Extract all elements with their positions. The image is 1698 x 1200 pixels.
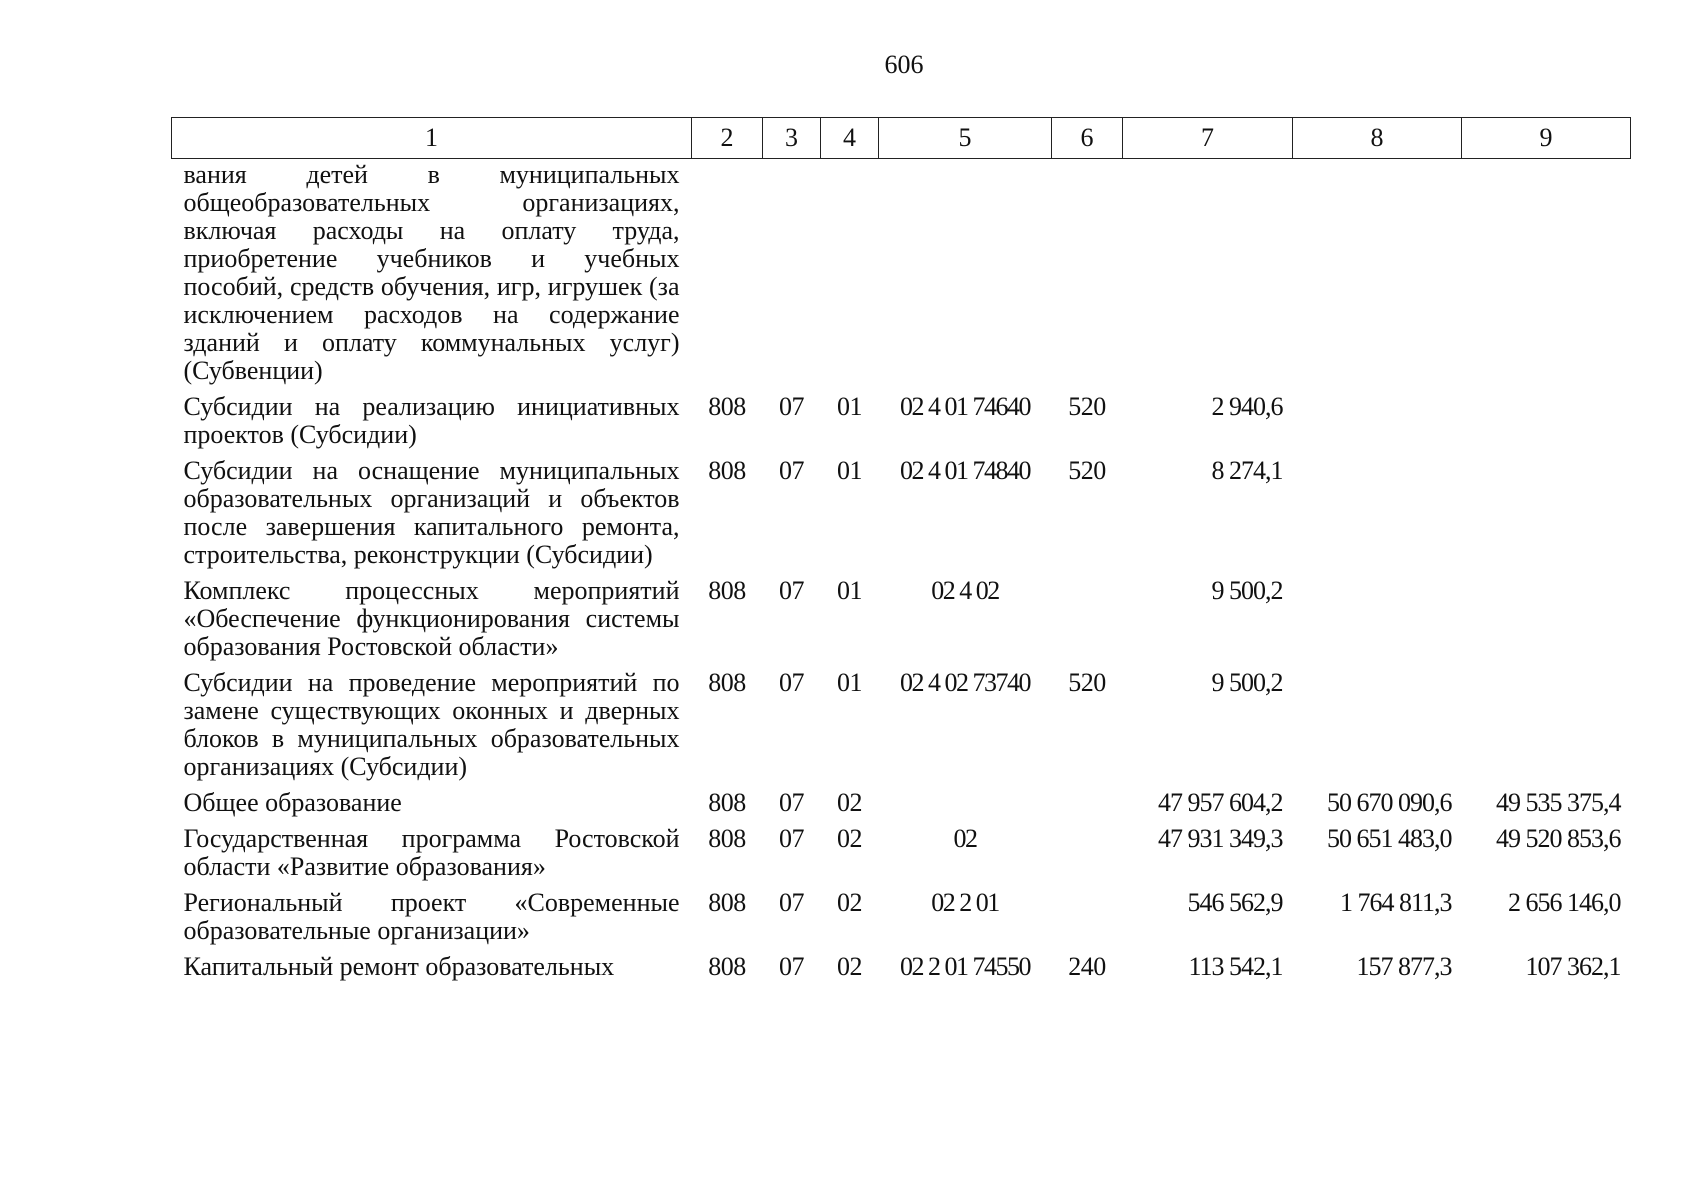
row-ministry-code: 808 (708, 788, 746, 817)
row-amount-year1: 8 274,1 (1211, 456, 1283, 485)
row-subsection-code: 01 (837, 576, 862, 605)
row-target-article: 02 4 01 74640 (900, 392, 1030, 421)
row-subsection-code: 01 (837, 668, 862, 697)
row-subsection-code: 02 (837, 888, 862, 917)
row-amount-year2 (1293, 569, 1462, 661)
row-name: Субсидии на реализацию инициативных проектов (Субсидии) (183, 392, 680, 449)
row-amount-year1: 9 500,2 (1211, 668, 1283, 697)
column-header-2: 2 (692, 118, 763, 159)
row-expense-type (1052, 159, 1123, 386)
row-amount-year2 (1293, 159, 1462, 386)
table-row (172, 159, 1631, 386)
row-amount-year3: 49 535 375,4 (1496, 788, 1621, 817)
table-header (172, 118, 1631, 159)
row-amount-year3 (1462, 159, 1631, 386)
row-amount-year1: 47 931 349,3 (1158, 824, 1283, 853)
row-ministry-code: 808 (708, 392, 746, 421)
row-target-article: 02 (953, 824, 977, 853)
row-expense-type (1052, 817, 1123, 881)
row-subsection-code: 02 (837, 824, 862, 853)
row-amount-year3: 107 362,1 (1525, 952, 1621, 981)
column-header-1: 1 (172, 118, 692, 159)
row-amount-year1: 113 542,1 (1188, 952, 1283, 981)
row-target-article: 02 4 02 73740 (900, 668, 1030, 697)
row-amount-year3: 49 520 853,6 (1496, 824, 1621, 853)
row-amount-year1 (1123, 159, 1293, 386)
row-expense-type: 520 (1068, 392, 1106, 421)
row-subsection-code (821, 159, 879, 386)
row-section-code (763, 159, 821, 386)
row-name: Субсидии на проведение мероприятий по замене существующих оконных и дверных блоков в муниципальных образовательных организациях (Субсидии) (183, 668, 680, 781)
row-subsection-code: 02 (837, 788, 862, 817)
row-amount-year1: 47 957 604,2 (1158, 788, 1283, 817)
column-header-7: 7 (1123, 118, 1293, 159)
page-number: 606 (884, 50, 924, 79)
row-expense-type (1052, 781, 1123, 817)
row-ministry-code: 808 (708, 824, 746, 853)
row-expense-type (1052, 569, 1123, 661)
table-row (172, 661, 1631, 781)
row-ministry-code (692, 159, 763, 386)
header-row (172, 118, 1631, 159)
row-amount-year2 (1293, 661, 1462, 781)
row-amount-year2: 50 670 090,6 (1327, 788, 1452, 817)
row-section-code: 07 (779, 952, 804, 981)
row-amount-year3 (1462, 449, 1631, 569)
row-section-code: 07 (779, 788, 804, 817)
table-row (172, 881, 1631, 945)
row-target-article: 02 4 02 (931, 576, 999, 605)
row-amount-year2 (1293, 385, 1462, 449)
row-ministry-code: 808 (708, 576, 746, 605)
row-target-article: 02 2 01 74550 (900, 952, 1030, 981)
row-amount-year1: 546 562,9 (1187, 888, 1283, 917)
table-row (172, 569, 1631, 661)
row-amount-year2: 157 877,3 (1356, 952, 1452, 981)
row-name: Государственная программа Ростовской области «Развитие образования» (183, 824, 680, 881)
row-target-article (879, 159, 1052, 386)
column-header-9: 9 (1462, 118, 1631, 159)
row-amount-year1: 2 940,6 (1211, 392, 1283, 421)
row-name: Комплекс процессных мероприятий «Обеспечение функционирования системы образования Ростовской области» (183, 576, 680, 661)
row-subsection-code: 01 (837, 392, 862, 421)
column-header-3: 3 (763, 118, 821, 159)
row-ministry-code: 808 (708, 668, 746, 697)
row-section-code: 07 (779, 576, 804, 605)
row-name: вания детей в муниципальных общеобразовательных организациях, включая расходы на оплату труда, приобретение учебников и учебных пособий, средств обучения, игр, игрушек (за исключением расходов на содержание зданий и оплату коммунальных услуг) (Субвенции) (183, 160, 680, 385)
table-body (172, 159, 1631, 982)
row-section-code: 07 (779, 888, 804, 917)
row-subsection-code: 02 (837, 952, 862, 981)
row-name: Субсидии на оснащение муниципальных образовательных организаций и объектов после завершения капитального ремонта, строительства, реконструкции (Субсидии) (183, 456, 680, 569)
row-section-code: 07 (779, 456, 804, 485)
row-subsection-code: 01 (837, 456, 862, 485)
column-header-6: 6 (1052, 118, 1123, 159)
row-amount-year2: 1 764 811,3 (1339, 888, 1452, 917)
row-section-code: 07 (779, 392, 804, 421)
row-name: Капитальный ремонт образовательных (183, 952, 615, 981)
row-amount-year3 (1462, 385, 1631, 449)
table-row (172, 781, 1631, 817)
table-row (172, 817, 1631, 881)
row-expense-type: 520 (1068, 668, 1106, 697)
row-expense-type (1052, 881, 1123, 945)
row-amount-year2 (1293, 449, 1462, 569)
row-target-article: 02 2 01 (931, 888, 999, 917)
column-header-5: 5 (879, 118, 1052, 159)
row-expense-type: 520 (1068, 456, 1106, 485)
row-name: Региональный проект «Современные образовательные организации» (183, 888, 680, 945)
budget-table (171, 117, 1631, 981)
row-amount-year3 (1462, 569, 1631, 661)
row-amount-year2: 50 651 483,0 (1327, 824, 1452, 853)
row-target-article (879, 781, 1052, 817)
row-ministry-code: 808 (708, 952, 746, 981)
table-row (172, 945, 1631, 981)
row-amount-year3 (1462, 661, 1631, 781)
row-section-code: 07 (779, 668, 804, 697)
table-row (172, 449, 1631, 569)
row-expense-type: 240 (1068, 952, 1106, 981)
table-row (172, 385, 1631, 449)
row-amount-year1: 9 500,2 (1211, 576, 1283, 605)
row-ministry-code: 808 (708, 888, 746, 917)
row-amount-year3: 2 656 146,0 (1508, 888, 1621, 917)
column-header-8: 8 (1293, 118, 1462, 159)
column-header-4: 4 (821, 118, 879, 159)
row-section-code: 07 (779, 824, 804, 853)
row-ministry-code: 808 (708, 456, 746, 485)
row-target-article: 02 4 01 74840 (900, 456, 1030, 485)
row-name: Общее образование (183, 788, 402, 817)
